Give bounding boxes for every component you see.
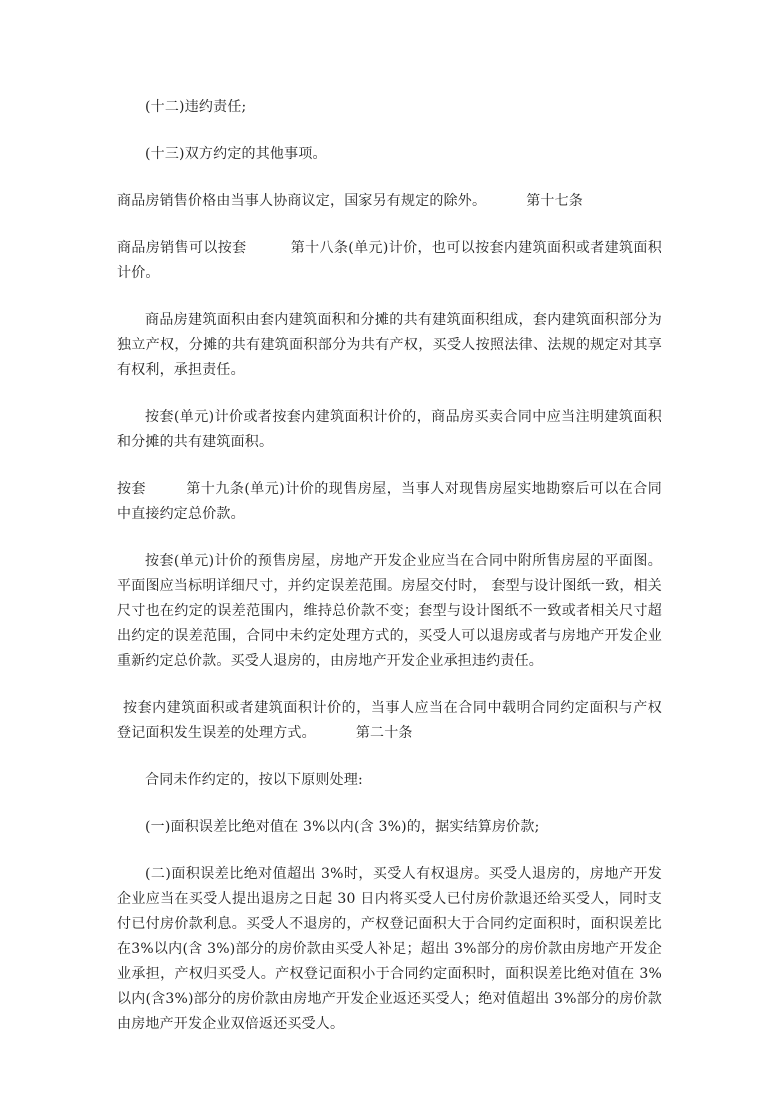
- paragraph-text: 商品房销售价格由当事人协商议定，国家另有规定的除外。: [117, 193, 487, 209]
- article-18-text: 第十八条(单元)计价，也可以按套内建筑面积或者建筑面积计价。: [117, 240, 662, 281]
- article-18-paragraph: [117, 236, 662, 286]
- default-principles-paragraph: [117, 768, 662, 793]
- principle-item-2: [117, 862, 662, 1037]
- article-heading-17: 第十七条: [526, 193, 584, 209]
- presale-paragraph: [117, 549, 662, 674]
- paragraph-text: (一)面积误差比绝对值在 3%以内(含 3%)的，据实结算房价款;: [145, 819, 540, 835]
- clause-item-12: [117, 95, 662, 120]
- paragraph-text: 按套内建筑面积或者建筑面积计价的，当事人应当在合同中载明合同约定面积与产权登记面积发生误差的处理方式。: [117, 700, 662, 741]
- principle-item-1: [117, 815, 662, 840]
- clause-item-13: [117, 142, 662, 167]
- area-error-paragraph: [117, 696, 662, 746]
- paragraph-text: 按套: [117, 481, 147, 497]
- paragraph-text: 商品房销售可以按套: [117, 240, 247, 256]
- area-composition-paragraph: [117, 308, 662, 383]
- pricing-paragraph: [117, 189, 662, 214]
- paragraph-text: 商品房建筑面积由套内建筑面积和分摊的共有建筑面积组成，套内建筑面积部分为独立产权，分摊的共有建筑面积部分为共有产权，买受人按照法律、法规的规定对其享有权利，承担责任。: [117, 312, 662, 378]
- paragraph-text: 按套(单元)计价的预售房屋，房地产开发企业应当在合同中附所售房屋的平面图。平面图应当标明详细尺寸，并约定误差范围。房屋交付时， 套型与设计图纸一致，相关尺寸也在约定的误差范围内，维持总价款不变；套型与设计图纸不一致或者相关尺寸超出约定的误差范围，合同中未约定处理方式的，买受人可以退房或者与房地产开发企业重新约定总价款。买受人退房的，由房地产开发企业承担违约责任。: [117, 553, 662, 669]
- article-19-text: 第十九条(单元)计价的现售房屋，当事人对现售房屋实地勘察后可以在合同中直接约定总价款。: [117, 481, 662, 522]
- paragraph-text: (十三)双方约定的其他事项。: [145, 146, 327, 162]
- article-heading-20: 第二十条: [355, 725, 413, 741]
- article-19-paragraph: [117, 477, 662, 527]
- contract-area-paragraph: [117, 405, 662, 455]
- paragraph-text: (十二)违约责任;: [145, 99, 247, 115]
- paragraph-text: 合同未作约定的，按以下原则处理:: [145, 772, 363, 788]
- document-body: [117, 95, 662, 1059]
- paragraph-text: (二)面积误差比绝对值超出 3%时，买受人有权退房。买受人退房的，房地产开发企业应当在买受人提出退房之日起 30 日内将买受人已付房价款退还给买受人，同时支付已付房价款利息。买受人不退房的，产权登记面积大于合同约定面积时，面积误差比在3%以内(含 3%)部分的房价款由买受人补足；超出 3%部分的房价款由房地产开发企业承担，产权归买受人。产权登记面积小于合同约定面积时，面积误差比绝对值在 3%以内(含3%)部分的房价款由房地产开发企业返还买受人；绝对值超出 3%部分的房价款由房地产开发企业双倍返还买受人。: [117, 866, 662, 1032]
- paragraph-text: 按套(单元)计价或者按套内建筑面积计价的，商品房买卖合同中应当注明建筑面积和分摊的共有建筑面积。: [117, 409, 662, 450]
